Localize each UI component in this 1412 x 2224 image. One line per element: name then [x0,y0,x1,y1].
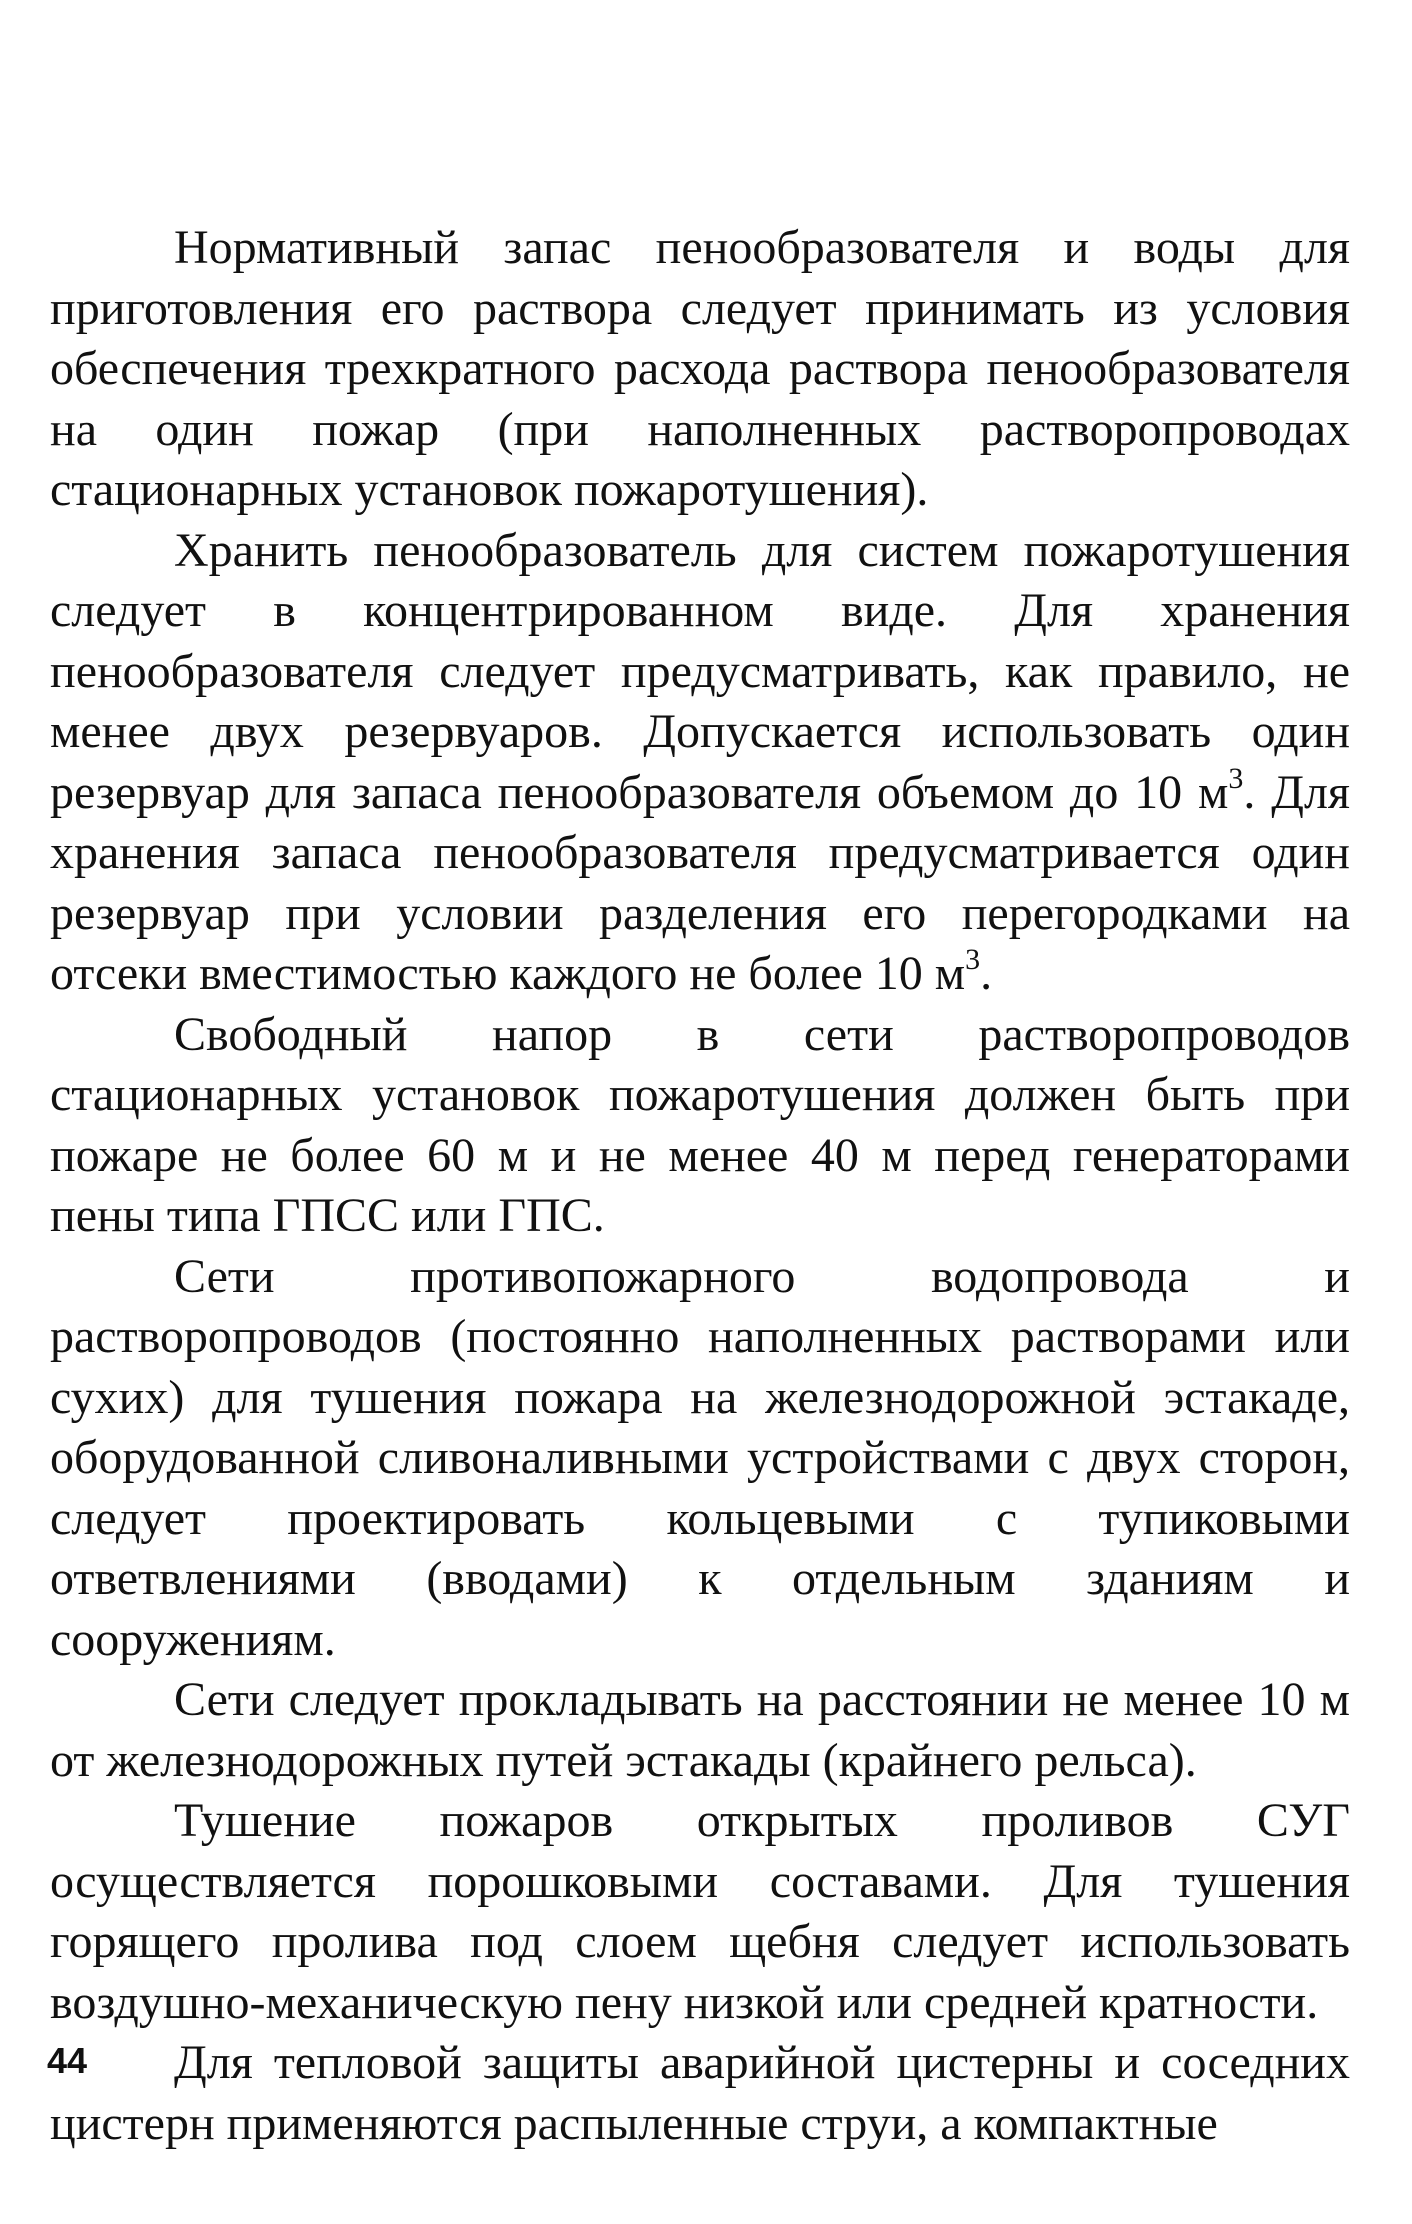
paragraph-foam-storage [50,521,1350,1005]
paragraph-foam-storage-part-3: . [980,947,993,1000]
paragraph-network-design: Сети противопожарного водопровода и растворопроводов (постоянно наполненных растворами или сухих) для тушения пожара на железнодорожной эстакаде, оборудованной сливоналивными устройствами с двух сторон, следует проектировать кольцевыми с тупиковыми ответвлениями (вводами) к отдельным зданиям и сооружениям. [50,1249,1350,1666]
body-text [50,218,1350,2154]
superscript-cubic-1: 3 [1228,761,1244,795]
page-number: 44 [47,2040,88,2081]
paragraph-thermal-protection: Для тепловой защиты аварийной цистерны и соседних цистерн применяются распыленные струи, а компактные [50,2036,1350,2150]
superscript-cubic-2: 3 [965,943,981,976]
paragraph-foam-storage-part-1: Хранить пенообразователь для систем пожаротушения следует в концентрированном виде. Для хранения пенообразователя следует предусматривать, как правило, не менее двух резервуаров. Допускается использовать один резервуар для запаса пенообразователя объемом до 10 м [50,523,1350,819]
paragraph-foam-storage-part-2: . Для хранения запаса пенообразователя предусматривается один резервуар при условии разделения его перегородками на отсеки вместимостью каждого не более 10 м [50,765,1350,1000]
paragraph-network-distance: Сети следует прокладывать на расстоянии не менее 10 м от железнодорожных путей эстакады (крайнего рельса). [50,1673,1350,1787]
paragraph-spill-extinguishing: Тушение пожаров открытых проливов СУГ осуществляется порошковыми составами. Для тушения горящего пролива под слоем щебня следует использовать воздушно-механическую пену низкой или средней кратности. [50,1794,1350,2029]
paragraph-free-pressure: Свободный напор в сети растворопроводов стационарных установок пожаротушения должен быть при пожаре не более 60 м и не менее 40 м перед генераторами пены типа ГПСС или ГПС. [50,1007,1350,1242]
paragraph-foam-reserve: Нормативный запас пенообразователя и воды для приготовления его раствора следует принимать из условия обеспечения трехкратного расхода раствора пенообразователя на один пожар (при наполненных растворопроводах стационарных установок пожаротушения). [50,221,1350,516]
